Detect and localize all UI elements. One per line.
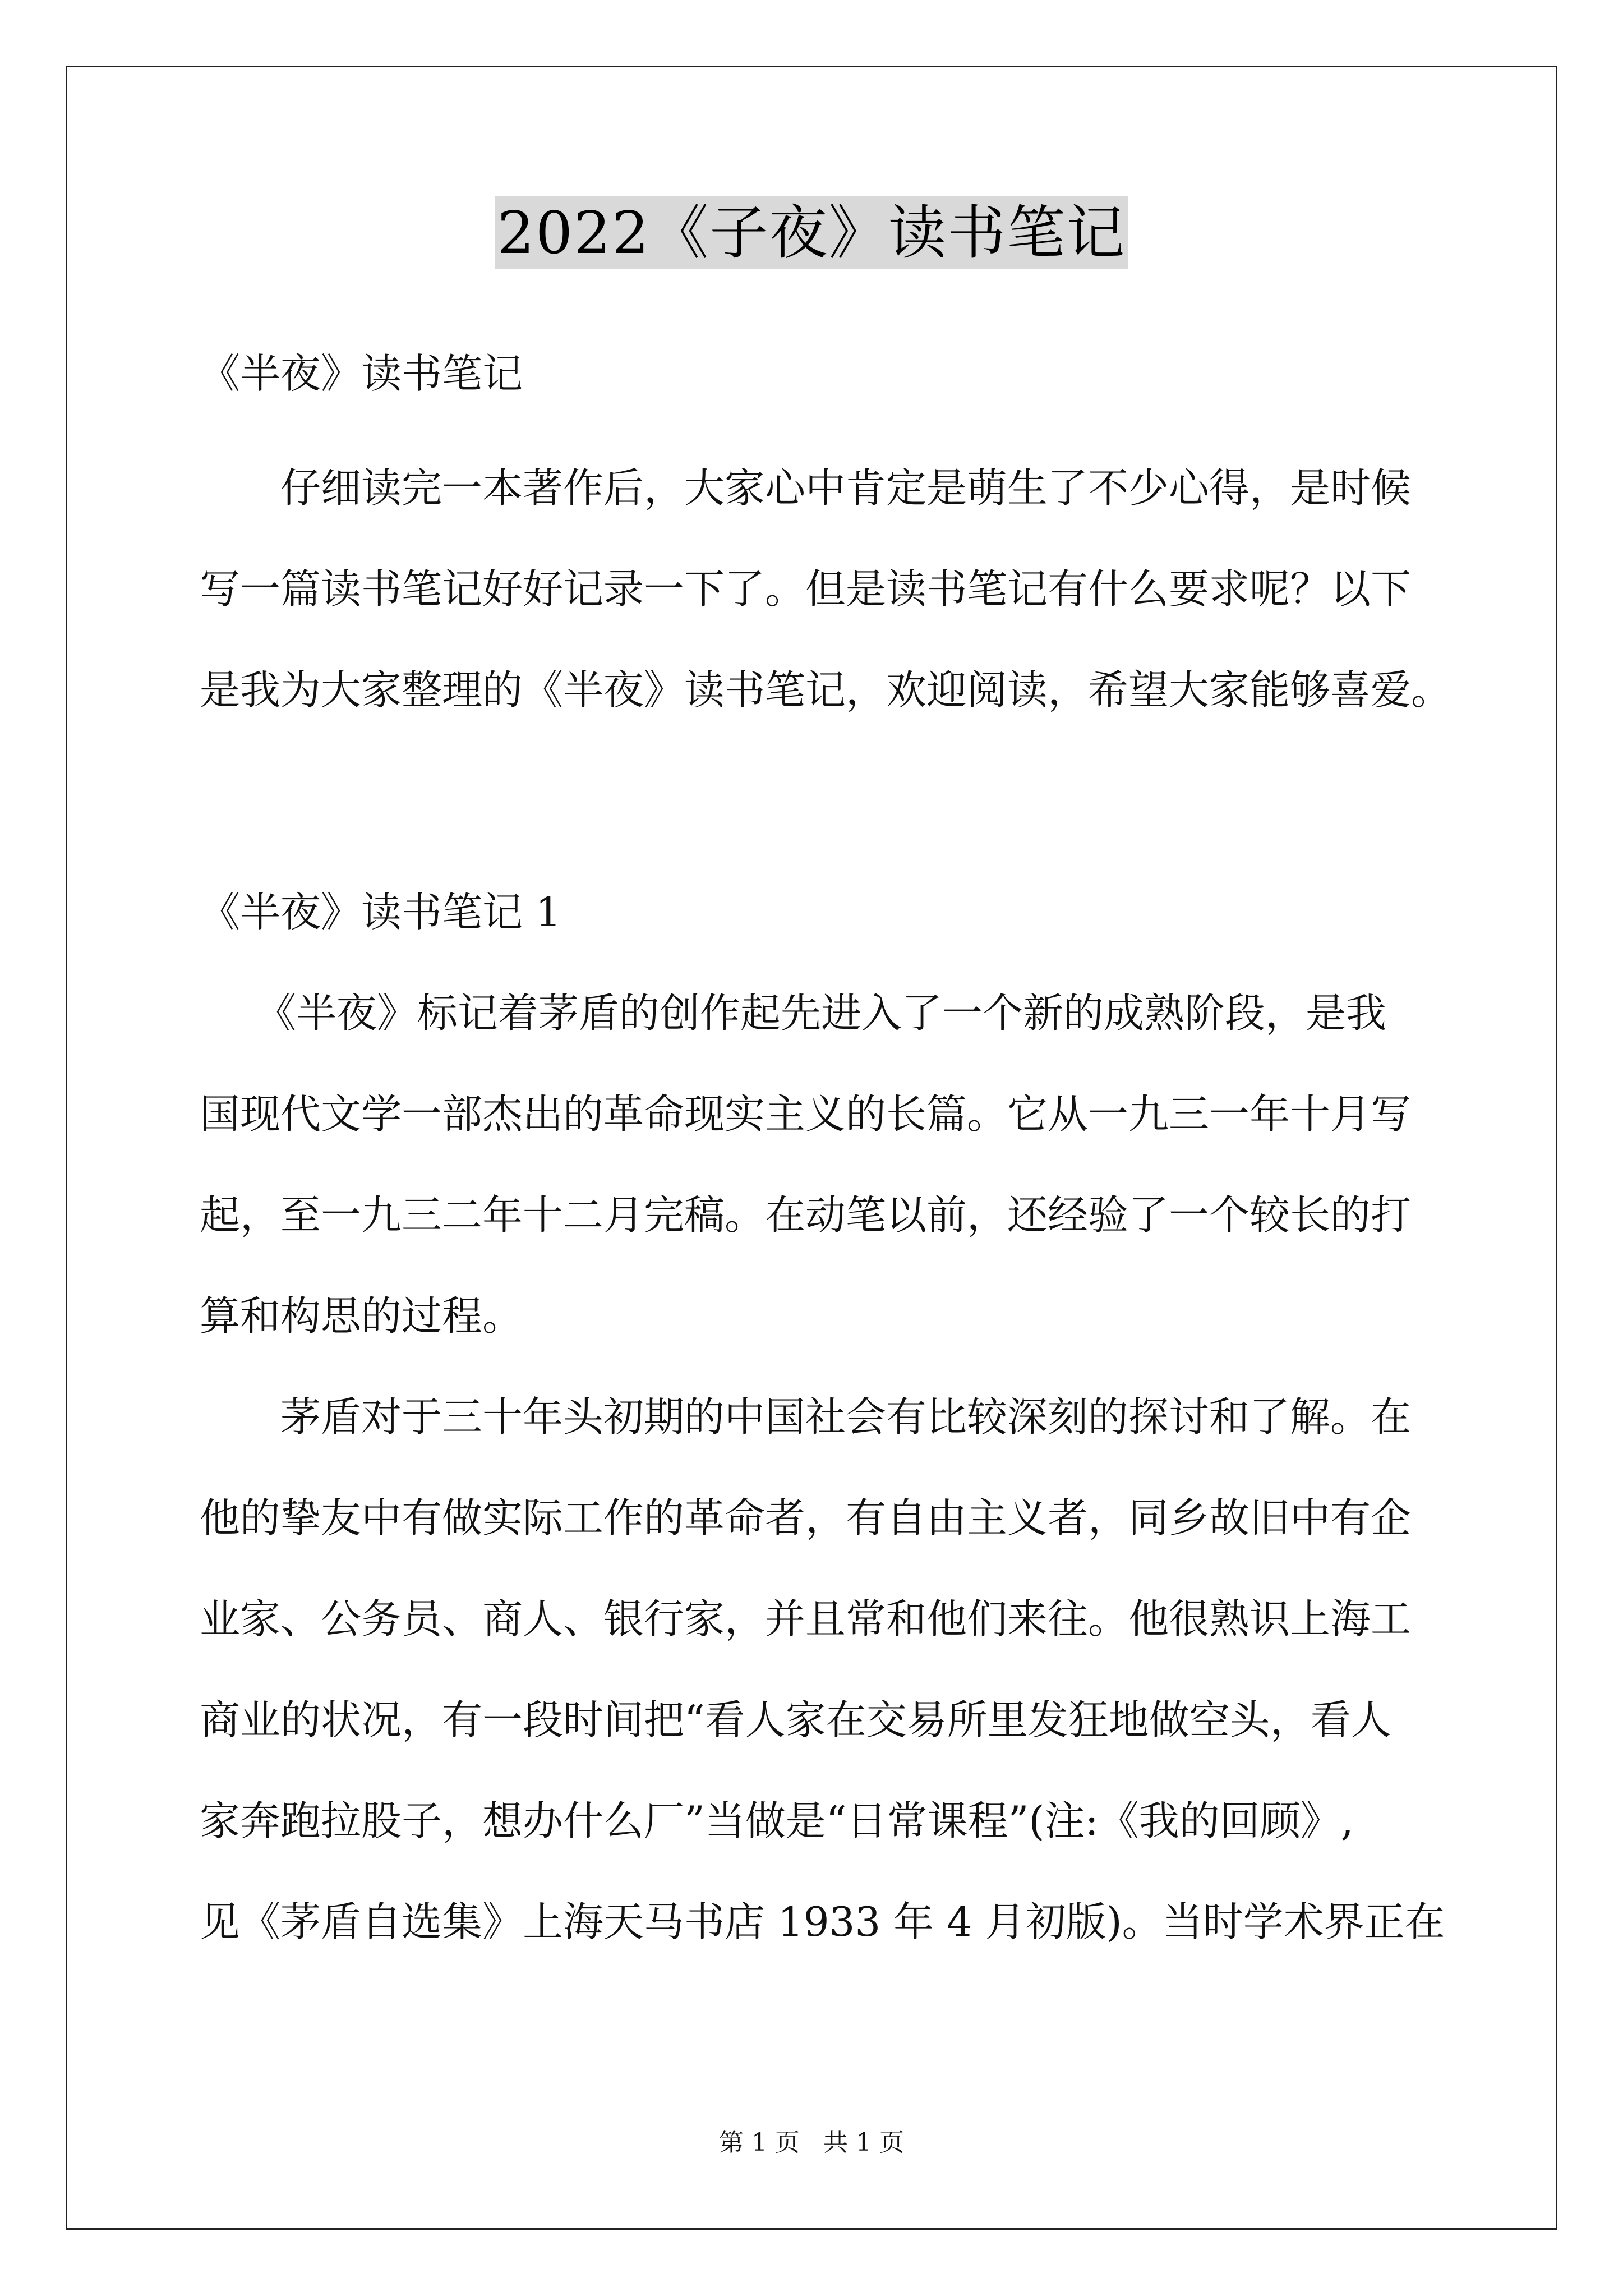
paragraph-line: 写一篇读书笔记好好记录一下了。但是读书笔记有什么要求呢？以下: [200, 565, 1412, 613]
paragraph-line: 他的挚友中有做实际工作的革命者，有自由主义者，同乡故旧中有企: [200, 1494, 1412, 1542]
paragraph-line: 是我为大家整理的《半夜》读书笔记，欢迎阅读，希望大家能够喜爱。: [200, 666, 1452, 714]
paragraph-line: 《半夜》标记着茅盾的创作起先进入了一个新的成熟阶段，是我: [256, 990, 1387, 1037]
page-footer: [0, 2126, 1623, 2160]
paragraph-line: 仔细读完一本著作后，大家心中肯定是萌生了不少心得，是时候: [280, 464, 1412, 512]
paragraph-line: 业家、公务员、商人、银行家，并且常和他们来往。他很熟识上海工: [200, 1595, 1412, 1642]
section-heading: 《半夜》读书笔记 1: [200, 889, 561, 936]
paragraph-line: 茅盾对于三十年头初期的中国社会有比较深刻的探讨和了解。在: [280, 1393, 1412, 1441]
page-number: 第 1 页: [719, 2128, 800, 2157]
paragraph-line: 家奔跑拉股子，想办什么厂”当做是“日常课程”(注:《我的回顾》,: [200, 1797, 1354, 1844]
page-total: 共 1 页: [823, 2128, 904, 2157]
paragraph-line: 算和构思的过程。: [200, 1292, 523, 1340]
paragraph-line: 起，至一九三二年十二月完稿。在动笔以前，还经验了一个较长的打: [200, 1191, 1412, 1239]
paragraph-line: 商业的状况，有一段时间把“看人家在交易所里发狂地做空头，看人: [200, 1696, 1391, 1743]
subtitle-line: 《半夜》读书笔记: [200, 350, 523, 397]
paragraph-line: 见《茅盾自选集》上海天马书店 1933 年 4 月初版)。当时学术界正在: [200, 1898, 1445, 1945]
paragraph-line: 国现代文学一部杰出的革命现实主义的长篇。它从一九三一年十月写: [200, 1091, 1412, 1138]
document-title: 2022《子夜》读书笔记: [495, 196, 1128, 269]
title-wrap: [0, 196, 1623, 269]
